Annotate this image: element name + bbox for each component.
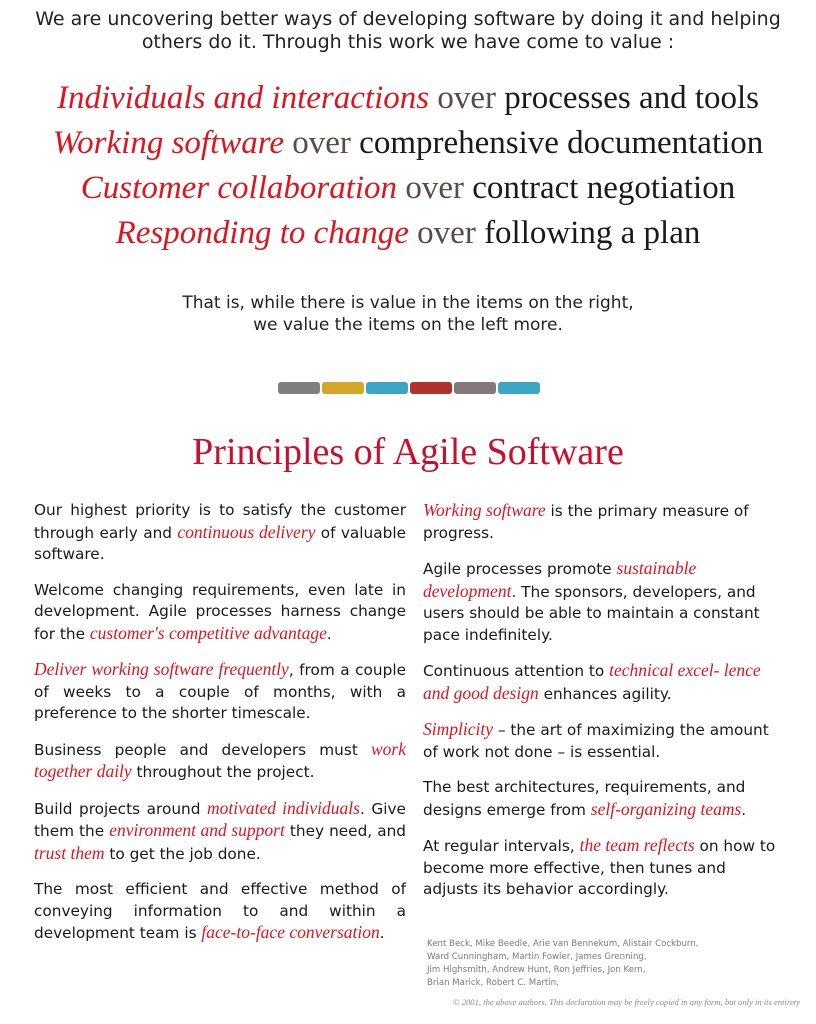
principle-item [423,558,785,646]
principle-highlight: motivated individuals [207,797,360,818]
principle-text: on how to become more effective, then tunes and adjusts its behavior accordingly. [423,837,776,898]
principle-text: , from a couple of weeks to a couple of months, with a preference to the shorter timescale. [34,661,406,722]
principle-item [423,777,785,821]
value-row [0,166,816,211]
value-row [0,121,816,166]
authors-line: Brian Marick, Robert C. Martin, [427,978,559,988]
value-over: over [292,125,351,161]
principle-item [423,835,785,901]
principle-text: Give them the [34,799,406,840]
values-list [0,76,816,256]
principle-highlight: face-to-face conversation [201,922,380,942]
principle-item [34,659,406,725]
principle-highlight: trust them [34,842,105,863]
principle-highlight: Deliver working software frequently [34,659,289,679]
intro-line-1: We are uncovering better ways of developing software by doing it and helping [35,8,781,30]
principle-highlight: Working software [423,500,546,520]
principle-highlight: Simplicity [423,719,493,739]
value-note [0,292,816,336]
color-bar-segment [498,382,540,394]
principle-text: enhances agility. [538,684,672,703]
authors-line: Ward Cunningham, Martin Fowler, James Grenning, [427,952,647,962]
principle-text: throughout the project. [131,763,315,781]
principle-text: Business people and developers must [34,740,358,759]
principle-text: The most efficient and effective method of conveying information to and within a development team is [34,880,406,942]
principle-text: – the art of maximizing the amount of work not done – is essential. [423,721,769,761]
principle-text: is the primary measure of progress. [423,502,749,542]
value-left: Customer collaboration [80,170,398,206]
principle-item [34,580,406,646]
color-divider-bar [278,382,540,394]
value-row [0,76,816,121]
principle-item [34,739,406,784]
value-left: Responding to change [115,215,409,251]
principle-text: The best architectures, requirements, and designs emerge from [423,778,746,819]
principle-text: . [326,624,332,643]
principles-right-column [423,500,785,915]
principle-highlight: work together daily [34,738,406,781]
note-line-1: That is, while there is value in the items on the right, [182,293,634,313]
principle-text: Our highest priority is to satisfy the customer through early and [34,501,406,542]
principle-text: At regular intervals, [423,837,580,855]
value-over: over [405,170,464,206]
principles-title: Principles of Agile Software [192,431,624,473]
intro-line-2: others do it. Through this work we have come to value : [141,31,675,53]
copyright-notice: © 2001, the above authors. This declaration may be freely copied in any form, but only in its entirety [453,997,800,1007]
principle-item [423,660,785,705]
principles-left-column [34,500,406,959]
principle-text: . The sponsors, developers, and users should be able to maintain a constant pace indefinitely. [423,582,760,644]
principle-highlight: environment and support [109,820,285,840]
principle-text: . [359,799,365,818]
principle-item [34,500,406,566]
value-over: over [437,80,496,116]
value-right: processes and tools [504,80,760,116]
principle-highlight: technical excel- lence and good design [423,660,761,703]
value-over: over [417,215,476,251]
value-right: contract negotiation [472,170,736,206]
authors-line: Jim Highsmith, Andrew Hunt, Ron Jeffries, Jon Kern, [427,965,646,975]
principle-item [423,719,785,763]
principle-item [34,798,406,866]
value-left: Working software [52,125,285,161]
principle-item [34,879,406,945]
value-right: following a plan [484,215,701,251]
principle-text: . [741,800,747,819]
color-bar-segment [322,382,364,394]
principle-text: Agile processes promote [423,560,617,578]
principle-text: Continuous attention to [423,662,610,680]
value-left: Individuals and interactions [56,80,430,116]
note-line-2: we value the items on the left more. [253,315,563,335]
color-bar-segment [278,382,320,394]
principle-text: to get the job done. [104,844,261,863]
color-bar-segment [454,382,496,394]
principle-highlight: customer's competitive advantage [89,622,327,643]
principle-item [423,500,785,544]
color-bar-segment [410,382,452,394]
principle-text: Welcome changing requirements, even late in development. Agile processes harness change for the [34,580,406,643]
principle-text: Build projects around [34,799,208,818]
authors-list [427,938,767,990]
color-bar-segment [366,382,408,394]
value-right: comprehensive documentation [359,125,764,161]
intro-text [0,8,816,54]
principle-text: of valuable software. [34,523,406,563]
value-row [0,211,816,256]
principle-highlight: the team reflects [579,835,695,855]
principle-highlight: sustainable development [423,558,697,601]
principle-highlight: continuous delivery [177,521,316,542]
principle-highlight: self-organizing teams [590,798,742,819]
principle-text: they need, and [284,822,406,840]
authors-line: Kent Beck, Mike Beedle, Arie van Bennekum, Alistair Cockburn, [427,939,699,949]
principle-text: . [379,924,385,942]
